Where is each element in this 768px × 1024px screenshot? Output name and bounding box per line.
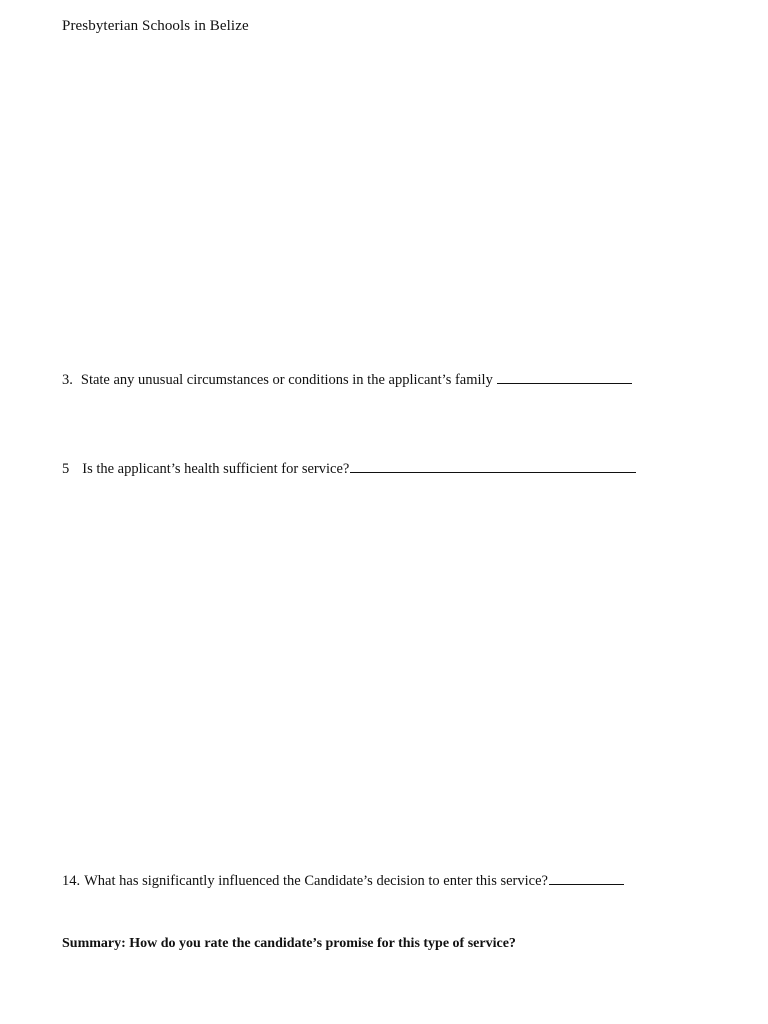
question-14 <box>62 870 624 890</box>
question-number: 14. <box>62 873 81 889</box>
question-number: 3. <box>62 372 73 388</box>
document-header-title: Presbyterian Schools in Belize <box>62 18 249 34</box>
answer-blank-line[interactable] <box>497 369 632 384</box>
answer-blank-line[interactable] <box>549 870 624 885</box>
question-3 <box>62 369 632 389</box>
question-text: Is the applicant’s health sufficient for service? <box>82 461 350 477</box>
summary-question: Summary: How do you rate the candidate’s promise for this type of service? <box>62 936 516 951</box>
answer-blank-line[interactable] <box>350 458 636 473</box>
question-text: State any unusual circumstances or conditions in the applicant’s family <box>80 372 493 388</box>
question-5 <box>62 458 636 478</box>
question-text: What has significantly influenced the Candidate’s decision to enter this service? <box>84 873 548 889</box>
question-number: 5 <box>62 461 70 477</box>
